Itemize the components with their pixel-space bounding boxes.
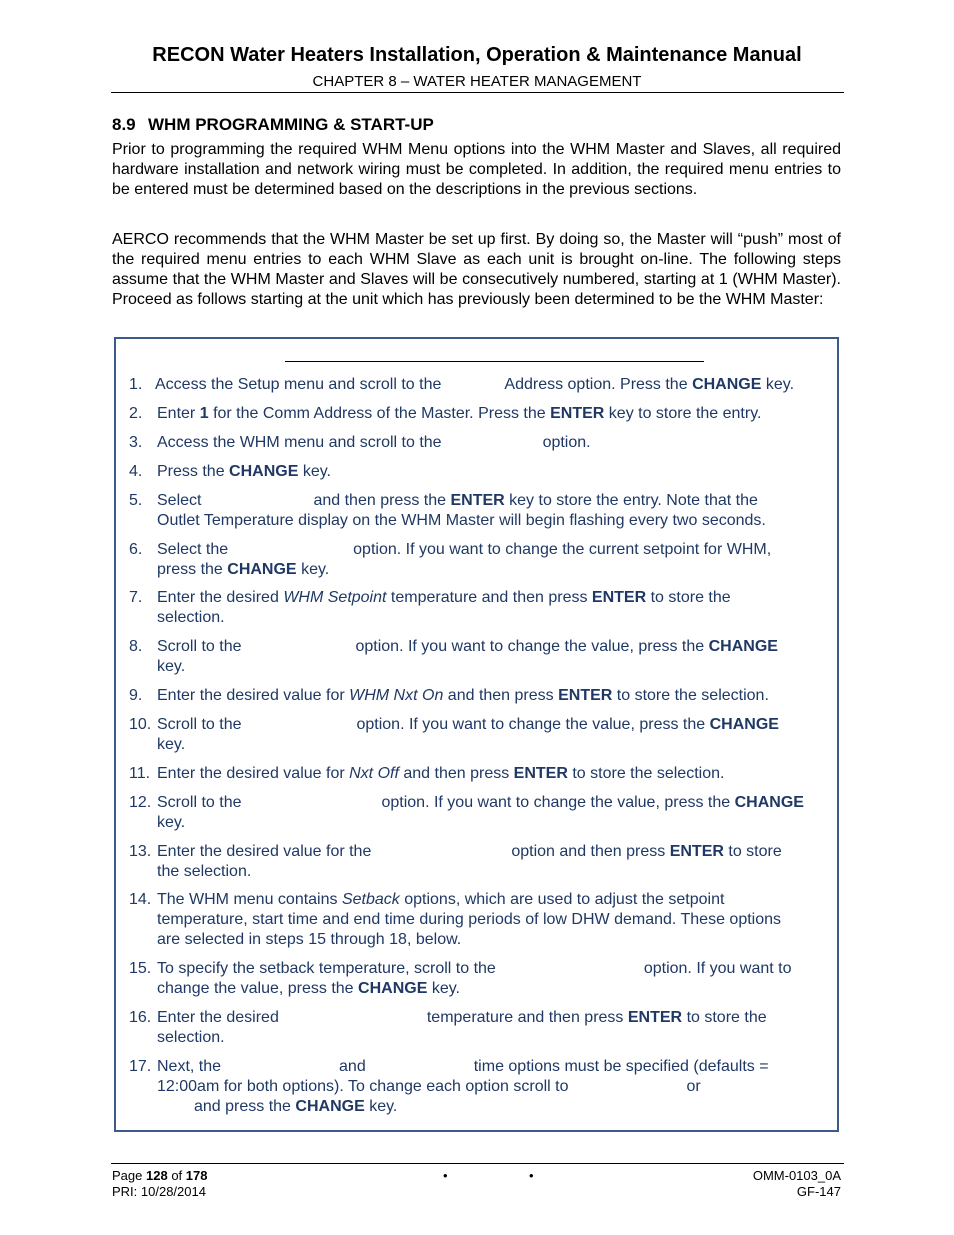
step-text: Enter the desired value for WHM Nxt On and then press ENTER to store the selection. <box>157 687 769 704</box>
step-number: 1. <box>129 376 143 393</box>
step-text: Enter the desired value for the option and then press ENTER to store the selection. <box>157 843 782 880</box>
step-number: 7. <box>129 589 143 606</box>
page-number: Page 128 of 178 <box>112 1168 208 1183</box>
step-number: 3. <box>129 434 143 451</box>
step-number: 8. <box>129 638 143 655</box>
step-number: 13. <box>129 843 152 860</box>
step-number: 10. <box>129 716 152 733</box>
step-number: 4. <box>129 463 143 480</box>
step-number: 2. <box>129 405 143 422</box>
step-text: Access the Setup menu and scroll to the Address option. Press the CHANGE key. <box>155 376 795 393</box>
step-text: Select the option. If you want to change the current setpoint for WHM, press the CHANGE key. <box>157 541 772 578</box>
chapter-title: CHAPTER 8 – WATER HEATER MANAGEMENT <box>312 73 642 90</box>
section-title: WHM PROGRAMMING & START-UP <box>148 115 434 134</box>
step-text: Scroll to the option. If you want to change the value, press the CHANGE key. <box>157 638 778 675</box>
footer-bullet-right: • <box>529 1168 534 1183</box>
gf-number: GF-147 <box>796 1184 841 1199</box>
step-number: 14. <box>129 891 152 908</box>
intro-paragraph: Prior to programming the required WHM Menu options into the WHM Master and Slaves, all required hardware installation and network wiring must be completed. In addition, the required menu entries to be entered must be determined based on the descriptions in the previous sections. <box>112 141 841 198</box>
step-number: 16. <box>129 1009 152 1026</box>
step-text: Next, the and time options must be specified (defaults = 12:00am for both options). To change each option scroll to or and press the CHANGE key. <box>157 1058 769 1115</box>
step-number: 9. <box>129 687 143 704</box>
step-text: Press the CHANGE key. <box>157 463 331 480</box>
step-text: Access the WHM menu and scroll to the option. <box>157 434 591 451</box>
step-text: Enter the desired temperature and then press ENTER to store the selection. <box>157 1009 767 1046</box>
manual-title: RECON Water Heaters Installation, Operation & Maintenance Manual <box>152 44 802 66</box>
step-text: To specify the setback temperature, scroll to the option. If you want to change the value, press the CHANGE key. <box>157 960 792 997</box>
step-number: 6. <box>129 541 143 558</box>
step-number: 12. <box>129 794 152 811</box>
footer-divider <box>111 1163 844 1164</box>
footer-bullet-left: • <box>443 1168 448 1183</box>
step-text: The WHM menu contains Setback options, which are used to adjust the setpoint temperature, start time and end time during periods of low DHW demand. These options are selected in steps 15 through 18, below. <box>157 891 782 948</box>
section-number: 8.9 <box>112 115 136 134</box>
step-text: Enter the desired WHM Setpoint temperature and then press ENTER to store the selection. <box>157 589 731 626</box>
step-text: Scroll to the option. If you want to change the value, press the CHANGE key. <box>157 794 804 831</box>
step-text: Enter 1 for the Comm Address of the Master. Press the ENTER key to store the entry. <box>157 405 762 422</box>
step-text: Enter the desired value for Nxt Off and then press ENTER to store the selection. <box>157 765 725 782</box>
step-number: 5. <box>129 492 143 509</box>
document-id: OMM-0103_0A <box>752 1168 841 1183</box>
print-date: PRI: 10/28/2014 <box>112 1184 206 1199</box>
step-number: 11. <box>129 765 151 782</box>
step-text: Scroll to the option. If you want to change the value, press the CHANGE key. <box>157 716 779 753</box>
step-number: 17. <box>129 1058 152 1075</box>
master-setup-paragraph: AERCO recommends that the WHM Master be set up first. By doing so, the Master will “push” most of the required menu entries to each WHM Slave as each unit is brought on-line. The following steps assume that the WHM Master and Slaves will be consecutively numbered, starting at 1 (WHM Master). Proceed as follows starting at the unit which has previously been determined to be the WHM Master: <box>112 231 841 308</box>
step-text: Select and then press the ENTER key to store the entry. Note that the Outlet Temperature display on the WHM Master will begin flashing every two seconds. <box>157 492 766 529</box>
step-number: 15. <box>129 960 152 977</box>
